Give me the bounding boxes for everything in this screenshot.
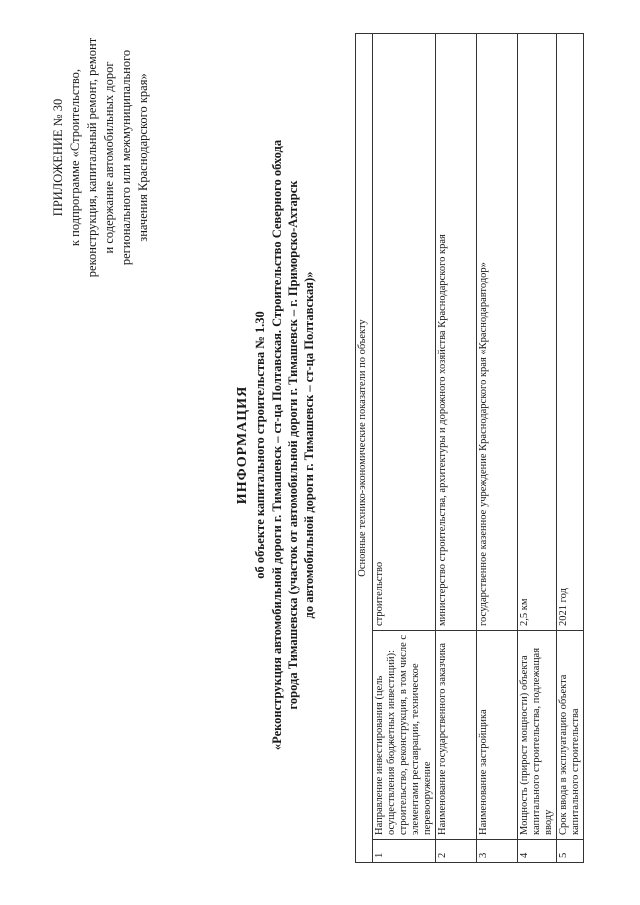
row-value: 2021 год — [557, 34, 584, 631]
table-caption-row — [356, 34, 373, 863]
row-number: 2 — [436, 840, 477, 863]
document-title: ИНФОРМАЦИЯ — [235, 385, 250, 505]
document-subtitle: об объекте капитального строительства № 1.30 — [253, 311, 267, 579]
row-number: 4 — [518, 840, 557, 863]
row-value: министерство строительства, архитектуры и дорожного хозяйства Краснодарского края — [436, 34, 477, 631]
row-number: 1 — [373, 840, 436, 863]
document-heading — [234, 55, 317, 835]
table-row — [436, 34, 477, 863]
table-row — [373, 34, 436, 863]
row-value: строительство — [373, 34, 436, 631]
row-number: 3 — [477, 840, 518, 863]
table-row — [518, 34, 557, 863]
row-value: государственное казенное учреждение Краснодарского края «Краснодаравтодор» — [477, 34, 518, 631]
appendix-line: к подпрограмме «Строительство, — [68, 68, 82, 247]
row-number: 5 — [557, 840, 584, 863]
appendix-line: и содержание автомобильных дорог — [102, 61, 116, 254]
row-label: Срок ввода в эксплуатацию объекта капитального строительства — [557, 631, 584, 840]
object-name-line: «Реконструкция автомобильной дороги г. Тимашевск – ст-ца Полтавская. Строительство Северного обхода — [270, 139, 284, 751]
object-name-line: до автомобильной дороги г. Тимашевск – ст-ца Полтавская)» — [302, 271, 316, 619]
appendix-line: ПРИЛОЖЕНИЕ № 30 — [51, 98, 65, 217]
appendix-line: значения Краснодарского края» — [136, 73, 150, 242]
row-label: Наименование государственного заказчика — [436, 631, 477, 840]
object-name-line: города Тимашевска (участок от автомобильной дороги г. Тимашевск – г. Приморско-Ахтарск — [286, 180, 300, 710]
appendix-line: реконструкция, капитальный ремонт, ремонт — [85, 37, 99, 278]
appendix-line: регионального или межмуниципального — [119, 49, 133, 266]
indicators-table — [355, 33, 584, 863]
row-label: Наименование застройщика — [477, 631, 518, 840]
row-label: Мощность (прирост мощности) объекта капитального строительства, подлежащая вводу — [518, 631, 557, 840]
appendix-block — [50, 10, 152, 305]
table-row — [477, 34, 518, 863]
row-label: Направление инвестирования (цель осуществления бюджетных инвестиций): строительство, реконструкция, в том числе с элементами реставрации, техническое перевооружение — [373, 631, 436, 840]
table-row — [557, 34, 584, 863]
row-value: 2,5 км — [518, 34, 557, 631]
table-caption: Основные технико-экономические показатели по объекту — [356, 34, 373, 863]
